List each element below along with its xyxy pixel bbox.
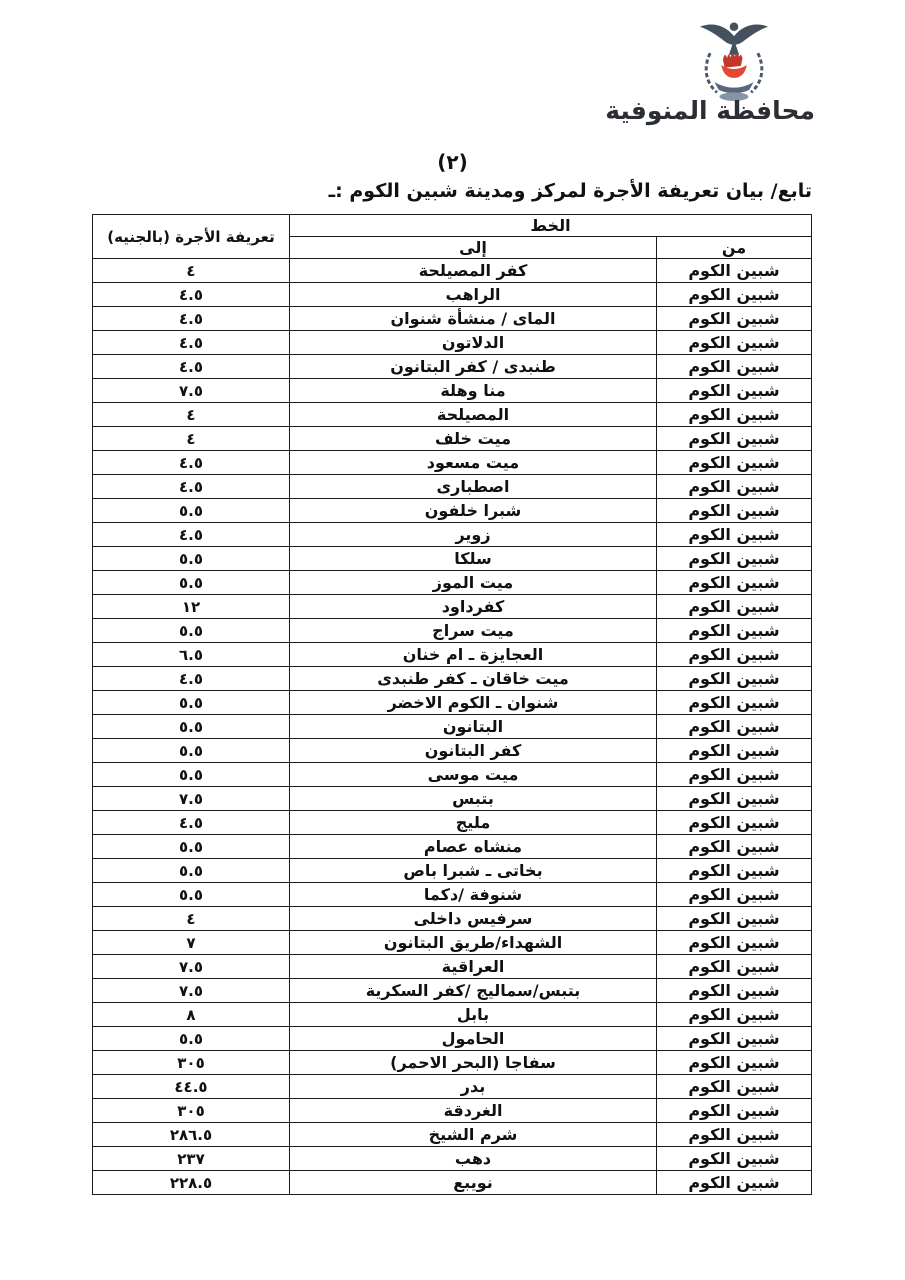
route-fare-cell: ٤.٥: [93, 667, 290, 691]
route-from-cell: شبين الكوم: [657, 643, 812, 667]
table-row: [93, 643, 812, 667]
route-fare-cell: ٤٤.٥: [93, 1075, 290, 1099]
route-fare-cell: ٤.٥: [93, 283, 290, 307]
route-fare-cell: ٤.٥: [93, 451, 290, 475]
route-to-cell: البتانون: [290, 715, 657, 739]
route-to-cell: منا وهلة: [290, 379, 657, 403]
route-fare-cell: ١٢: [93, 595, 290, 619]
route-fare-cell: ٥.٥: [93, 763, 290, 787]
table-row: [93, 259, 812, 283]
table-row: [93, 931, 812, 955]
column-header-from: من: [657, 237, 812, 259]
route-fare-cell: ٥.٥: [93, 1027, 290, 1051]
route-fare-cell: ٥.٥: [93, 691, 290, 715]
route-to-cell: العجايزة ـ ام خنان: [290, 643, 657, 667]
route-fare-cell: ٥.٥: [93, 547, 290, 571]
table-row: [93, 403, 812, 427]
route-fare-cell: ٥.٥: [93, 619, 290, 643]
route-from-cell: شبين الكوم: [657, 1075, 812, 1099]
route-to-cell: طنبدى / كفر البتانون: [290, 355, 657, 379]
route-fare-cell: ٥.٥: [93, 499, 290, 523]
route-to-cell: ميت خاقان ـ كفر طنبدى: [290, 667, 657, 691]
table-row: [93, 787, 812, 811]
route-to-cell: دهب: [290, 1147, 657, 1171]
route-fare-cell: ٤.٥: [93, 475, 290, 499]
route-from-cell: شبين الكوم: [657, 619, 812, 643]
route-to-cell: المصيلحة: [290, 403, 657, 427]
table-row: [93, 955, 812, 979]
route-fare-cell: ٥.٥: [93, 883, 290, 907]
table-row: [93, 451, 812, 475]
route-fare-cell: ٤: [93, 259, 290, 283]
route-to-cell: العراقية: [290, 955, 657, 979]
route-fare-cell: ٤: [93, 427, 290, 451]
route-from-cell: شبين الكوم: [657, 307, 812, 331]
route-fare-cell: ٤.٥: [93, 355, 290, 379]
table-row: [93, 979, 812, 1003]
route-fare-cell: ٥.٥: [93, 571, 290, 595]
table-row: [93, 1003, 812, 1027]
column-header-fare: تعريفة الأجرة (بالجنيه): [93, 215, 290, 259]
table-row: [93, 667, 812, 691]
route-to-cell: ميت مسعود: [290, 451, 657, 475]
table-row: [93, 835, 812, 859]
route-from-cell: شبين الكوم: [657, 811, 812, 835]
route-from-cell: شبين الكوم: [657, 1099, 812, 1123]
route-to-cell: مليج: [290, 811, 657, 835]
column-header-to: إلى: [290, 237, 657, 259]
table-row: [93, 283, 812, 307]
table-row: [93, 499, 812, 523]
route-from-cell: شبين الكوم: [657, 931, 812, 955]
route-from-cell: شبين الكوم: [657, 331, 812, 355]
governorate-name: محافظة المنوفية: [605, 96, 815, 125]
table-row: [93, 1123, 812, 1147]
table-row: [93, 547, 812, 571]
route-to-cell: كفرداود: [290, 595, 657, 619]
route-fare-cell: ٧.٥: [93, 379, 290, 403]
route-from-cell: شبين الكوم: [657, 379, 812, 403]
table-row: [93, 1099, 812, 1123]
table-row: [93, 307, 812, 331]
route-to-cell: كفر المصيلحة: [290, 259, 657, 283]
route-from-cell: شبين الكوم: [657, 835, 812, 859]
route-to-cell: منشاه عصام: [290, 835, 657, 859]
route-from-cell: شبين الكوم: [657, 883, 812, 907]
route-from-cell: شبين الكوم: [657, 523, 812, 547]
route-fare-cell: ٨: [93, 1003, 290, 1027]
route-from-cell: شبين الكوم: [657, 547, 812, 571]
route-to-cell: زوير: [290, 523, 657, 547]
route-from-cell: شبين الكوم: [657, 787, 812, 811]
table-row: [93, 1171, 812, 1195]
route-from-cell: شبين الكوم: [657, 667, 812, 691]
table-row: [93, 1147, 812, 1171]
table-row: [93, 715, 812, 739]
route-to-cell: ميت الموز: [290, 571, 657, 595]
route-to-cell: ميت سراج: [290, 619, 657, 643]
document-subtitle: تابع/ بيان تعريفة الأجرة لمركز ومدينة شبين الكوم :ـ: [328, 180, 812, 202]
route-fare-cell: ٧.٥: [93, 787, 290, 811]
route-from-cell: شبين الكوم: [657, 1027, 812, 1051]
table-row: [93, 595, 812, 619]
page-number: (٢): [437, 150, 468, 174]
table-row: [93, 355, 812, 379]
fare-table-header: [93, 215, 812, 259]
column-header-line: الخط: [290, 215, 812, 237]
route-to-cell: بخاتى ـ شبرا باص: [290, 859, 657, 883]
route-fare-cell: ٢٢٨.٥: [93, 1171, 290, 1195]
route-from-cell: شبين الكوم: [657, 979, 812, 1003]
route-to-cell: الدلاتون: [290, 331, 657, 355]
route-from-cell: شبين الكوم: [657, 355, 812, 379]
route-to-cell: نويبع: [290, 1171, 657, 1195]
route-to-cell: كفر البتانون: [290, 739, 657, 763]
table-row: [93, 907, 812, 931]
route-fare-cell: ٥.٥: [93, 715, 290, 739]
route-to-cell: شرم الشيخ: [290, 1123, 657, 1147]
route-from-cell: شبين الكوم: [657, 427, 812, 451]
route-to-cell: الماى / منشأة شنوان: [290, 307, 657, 331]
route-to-cell: سفاجا (البحر الاحمر): [290, 1051, 657, 1075]
route-fare-cell: ٧.٥: [93, 979, 290, 1003]
table-row: [93, 427, 812, 451]
route-to-cell: ميت خلف: [290, 427, 657, 451]
route-fare-cell: ٤.٥: [93, 811, 290, 835]
route-fare-cell: ٥.٥: [93, 835, 290, 859]
route-from-cell: شبين الكوم: [657, 907, 812, 931]
table-row: [93, 859, 812, 883]
route-from-cell: شبين الكوم: [657, 259, 812, 283]
route-from-cell: شبين الكوم: [657, 475, 812, 499]
table-row: [93, 1027, 812, 1051]
route-from-cell: شبين الكوم: [657, 283, 812, 307]
route-from-cell: شبين الكوم: [657, 859, 812, 883]
route-fare-cell: ٧.٥: [93, 955, 290, 979]
route-fare-cell: ٦.٥: [93, 643, 290, 667]
route-fare-cell: ٤.٥: [93, 523, 290, 547]
route-fare-cell: ٤.٥: [93, 307, 290, 331]
route-from-cell: شبين الكوم: [657, 403, 812, 427]
table-row: [93, 739, 812, 763]
route-to-cell: الراهب: [290, 283, 657, 307]
route-to-cell: ميت موسى: [290, 763, 657, 787]
table-row: [93, 1051, 812, 1075]
route-fare-cell: ٤: [93, 907, 290, 931]
route-from-cell: شبين الكوم: [657, 595, 812, 619]
route-to-cell: بابل: [290, 1003, 657, 1027]
route-from-cell: شبين الكوم: [657, 955, 812, 979]
governorate-emblem: [691, 16, 777, 108]
route-from-cell: شبين الكوم: [657, 571, 812, 595]
route-fare-cell: ٥.٥: [93, 859, 290, 883]
route-from-cell: شبين الكوم: [657, 1171, 812, 1195]
route-to-cell: شنوفة /دكما: [290, 883, 657, 907]
table-row: [93, 883, 812, 907]
table-row: [93, 763, 812, 787]
table-row: [93, 523, 812, 547]
route-fare-cell: ٤.٥: [93, 331, 290, 355]
route-fare-cell: ٣٠٥: [93, 1099, 290, 1123]
route-from-cell: شبين الكوم: [657, 1147, 812, 1171]
route-fare-cell: ٢٨٦.٥: [93, 1123, 290, 1147]
route-to-cell: بتبس/سماليج /كفر السكرية: [290, 979, 657, 1003]
route-from-cell: شبين الكوم: [657, 715, 812, 739]
route-fare-cell: ٣٠٥: [93, 1051, 290, 1075]
route-from-cell: شبين الكوم: [657, 763, 812, 787]
route-fare-cell: ٢٣٧: [93, 1147, 290, 1171]
route-to-cell: سرفيس داخلى: [290, 907, 657, 931]
table-row: [93, 379, 812, 403]
table-row: [93, 811, 812, 835]
table-row: [93, 331, 812, 355]
route-to-cell: شنوان ـ الكوم الاخضر: [290, 691, 657, 715]
route-from-cell: شبين الكوم: [657, 499, 812, 523]
route-to-cell: الغردقة: [290, 1099, 657, 1123]
route-to-cell: سلكا: [290, 547, 657, 571]
route-from-cell: شبين الكوم: [657, 739, 812, 763]
route-from-cell: شبين الكوم: [657, 451, 812, 475]
route-to-cell: شبرا خلفون: [290, 499, 657, 523]
route-to-cell: الشهداء/طريق البتانون: [290, 931, 657, 955]
route-fare-cell: ٧: [93, 931, 290, 955]
table-row: [93, 571, 812, 595]
route-from-cell: شبين الكوم: [657, 691, 812, 715]
route-from-cell: شبين الكوم: [657, 1051, 812, 1075]
fare-table-body: [93, 259, 812, 1195]
route-fare-cell: ٥.٥: [93, 739, 290, 763]
table-row: [93, 691, 812, 715]
route-to-cell: اصطبارى: [290, 475, 657, 499]
route-fare-cell: ٤: [93, 403, 290, 427]
route-to-cell: الحامول: [290, 1027, 657, 1051]
fare-table: [92, 214, 812, 1195]
table-row: [93, 1075, 812, 1099]
table-row: [93, 475, 812, 499]
route-from-cell: شبين الكوم: [657, 1003, 812, 1027]
table-row: [93, 619, 812, 643]
route-to-cell: بدر: [290, 1075, 657, 1099]
route-from-cell: شبين الكوم: [657, 1123, 812, 1147]
route-to-cell: بتبس: [290, 787, 657, 811]
